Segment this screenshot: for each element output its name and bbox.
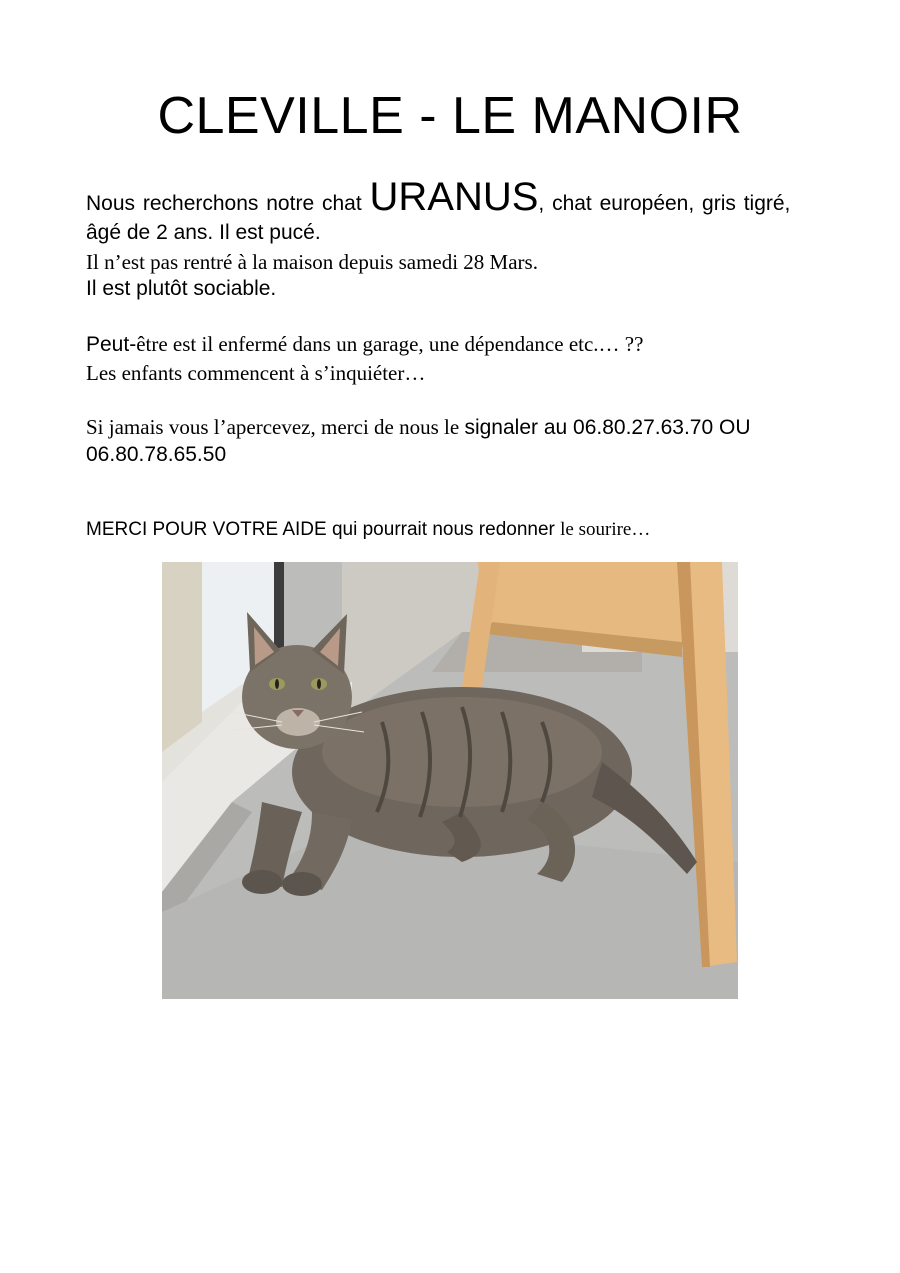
description-line-3: Il n’est pas rentré à la maison depuis samedi 28 Mars. xyxy=(86,250,538,274)
description-line-2: âgé de 2 ans. Il est pucé. xyxy=(86,221,321,244)
poster-title: CLEVILLE - LE MANOIR xyxy=(157,87,743,145)
outside-wall xyxy=(162,562,202,752)
breed-text: , chat européen, gris tigré, xyxy=(538,192,791,215)
hypothesis-prefix: Peut- xyxy=(86,333,137,356)
contact-intro: Si jamais vous l’apercevez, merci de nous le xyxy=(86,415,465,439)
contact-line-1 xyxy=(86,414,751,441)
cat-photo-illustration xyxy=(162,562,738,999)
cat-paw-2 xyxy=(282,872,322,896)
contact-phone-1: signaler au 06.80.27.63.70 OU xyxy=(464,416,751,439)
intro-text: Nous recherchons notre chat xyxy=(86,192,362,215)
description-line-1 xyxy=(86,177,815,217)
closing-thanks: MERCI POUR VOTRE AIDE qui pourrait nous redonner xyxy=(86,519,561,540)
cat-pupil-right xyxy=(317,679,321,689)
contact-phone-2: 06.80.78.65.50 xyxy=(86,443,227,466)
cat-paw-1 xyxy=(242,870,282,894)
closing-smile: le sourire… xyxy=(560,519,651,540)
hypothesis-line-2: Les enfants commencent à s’inquiéter… xyxy=(86,361,426,385)
hypothesis-text: être est il enfermé dans un garage, une dépendance etc.… ?? xyxy=(136,332,644,356)
cat-photo xyxy=(162,562,738,999)
description-line-4: Il est plutôt sociable. xyxy=(86,277,277,300)
hypothesis-line-1 xyxy=(86,331,643,358)
cat-pupil-left xyxy=(275,679,279,689)
cat-name: URANUS xyxy=(369,175,539,219)
closing-line xyxy=(86,517,650,543)
